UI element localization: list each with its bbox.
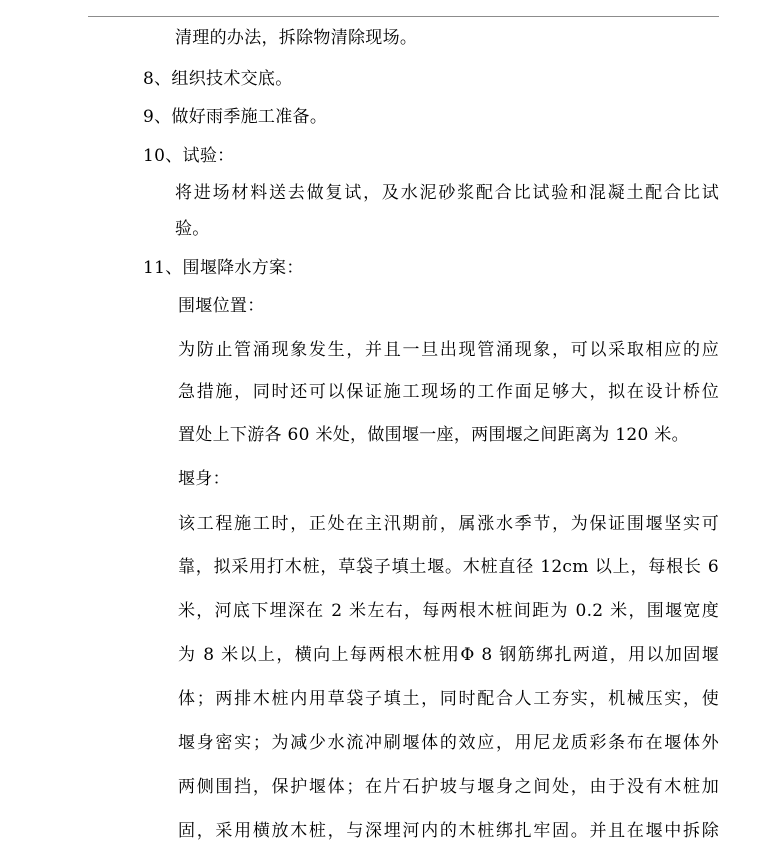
paragraph-line-10: 两侧围挡，保护堰体；在片石护坡与堰身之间处，由于没有木桩加	[178, 777, 719, 797]
paragraph-line-4: 该工程施工时，正处在主汛期前，属涨水季节，为保证围堰坚实可	[178, 514, 719, 534]
list-item-11: 11、围堰降水方案：	[143, 258, 304, 278]
paragraph-line-8: 体；两排木桩内用草袋子填土，同时配合人工夯实，机械压实，使	[178, 689, 719, 709]
text-line-test-1: 将进场材料送去做复试，及水泥砂浆配合比试验和混凝土配合比试	[175, 183, 719, 203]
paragraph-line-11: 固，采用横放木桩，与深埋河内的木桩绑扎牢固。并且在堰中拆除	[178, 821, 719, 841]
list-item-9: 9、做好雨季施工准备。	[143, 107, 328, 127]
paragraph-line-6: 米，河底下埋深在 2 米左右，每两根木桩间距为 0.2 米，围堰宽度	[178, 601, 719, 621]
paragraph-line-7: 为 8 米以上，横向上每两根木桩用Φ 8 钢筋绑扎两道，用以加固堰	[178, 645, 719, 665]
list-item-8: 8、组织技术交底。	[143, 69, 293, 89]
text-line-test-2: 验。	[175, 219, 210, 239]
subheading-cofferdam-body: 堰身：	[178, 469, 230, 489]
paragraph-line-1: 为防止管涌现象发生，并且一旦出现管涌现象，可以采取相应的应	[178, 340, 719, 360]
paragraph-line-2: 急措施，同时还可以保证施工现场的工作面足够大，拟在设计桥位	[178, 382, 719, 402]
paragraph-line-3: 置处上下游各 60 米处，做围堰一座，两围堰之间距离为 120 米。	[178, 425, 689, 445]
paragraph-line-9: 堰身密实；为减少水流冲刷堰体的效应，用尼龙质彩条布在堰体外	[178, 733, 719, 753]
paragraph-line-5: 靠，拟采用打木桩，草袋子填土堰。木桩直径 12cm 以上，每根长 6	[178, 557, 719, 577]
subheading-cofferdam-position: 围堰位置：	[178, 296, 265, 316]
header-rule	[88, 16, 719, 17]
text-line-1: 清理的办法，拆除物清除现场。	[175, 28, 418, 48]
list-item-10: 10、试验：	[143, 146, 235, 166]
